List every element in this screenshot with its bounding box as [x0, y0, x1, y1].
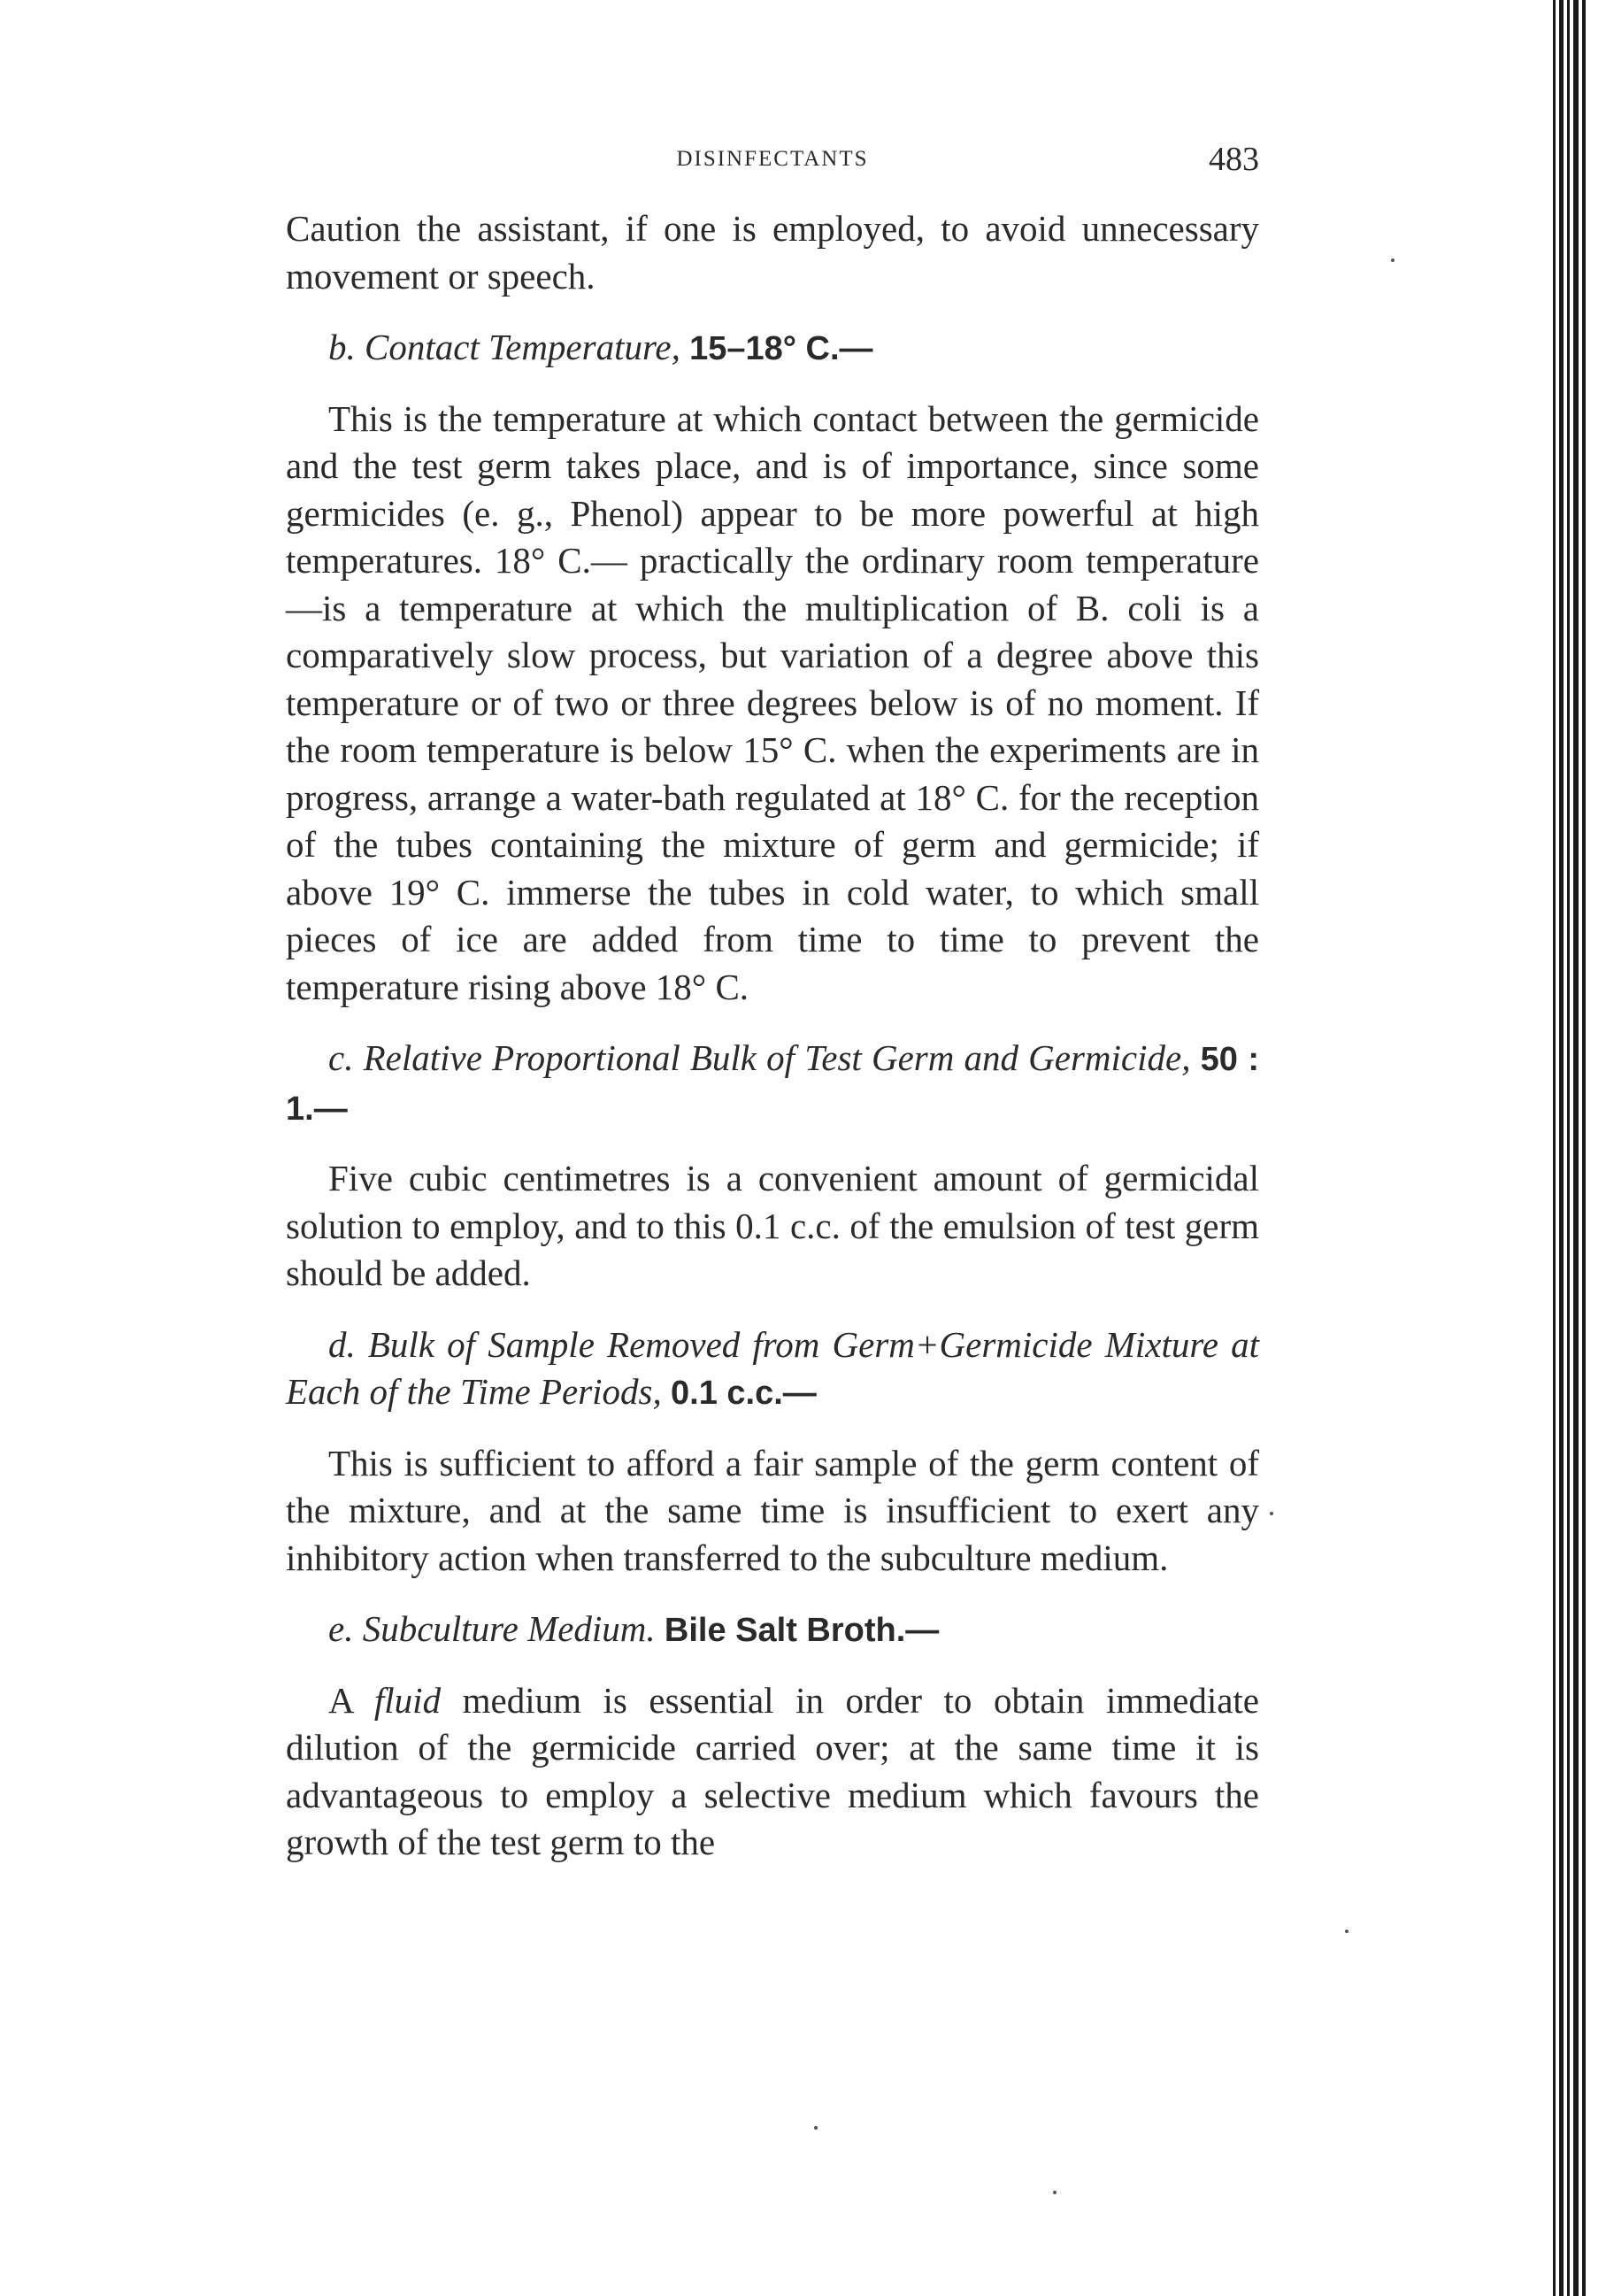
heading-sample-removed	[286, 1321, 1259, 1418]
heading-b-title: Contact Temperature,	[365, 327, 680, 367]
page-header	[286, 140, 1259, 184]
heading-b-value: 15–18° C.—	[689, 330, 873, 367]
book-binding-edge	[1553, 0, 1590, 2296]
heading-d-label: d.	[328, 1323, 356, 1365]
paragraph-caution	[286, 205, 1259, 300]
scan-speck	[1270, 1512, 1273, 1515]
heading-e-value: Bile Salt Broth.—	[664, 1612, 940, 1649]
paragraph-bulk	[286, 1155, 1259, 1298]
paragraph-temperature	[286, 396, 1259, 1012]
heading-d-title: Bulk of Sample Removed from Germ+Germicide Mixture at Each of the Time Periods,	[286, 1323, 1259, 1412]
paragraph-caution-text: Caution the assistant, if one is employed, to avoid unnecessary movement or speech.	[286, 208, 1259, 297]
paragraph-medium-emphasis: fluid	[373, 1679, 442, 1721]
heading-e-title: Subculture Medium.	[362, 1608, 656, 1649]
paragraph-sample-text: This is sufficient to afford a fair sample of the germ content of the mixture, and at the same time is insufficient to exert any inhibitory action when transferred to the subculture medium.	[286, 1442, 1259, 1578]
paragraph-temperature-text: This is the temperature at which contact between the germicide and the test germ takes place, and is of importance, since some germicides (e. g., Phenol) appear to be more powerful at high temperatures. 18° C.— practically the ordinary room temperature—is a temperature at which the multiplication of B. coli is a comparatively slow process, but variation of a degree above this temperature or of two or three degrees below is of no moment. If the room temperature is below 15° C. when the experiments are in progress, arrange a water-bath regulated at 18° C. for the reception of the tubes containing the mixture of germ and germicide; if above 19° C. immerse the tubes in cold water, to which small pieces of ice are added from time to time to prevent the temperature rising above 18° C.	[286, 397, 1259, 1007]
scan-speck	[814, 2126, 818, 2130]
page-number: 483	[1209, 141, 1259, 178]
heading-b-label: b.	[328, 327, 356, 367]
heading-d-value: 0.1 c.c.—	[671, 1375, 817, 1412]
heading-c-title: Relative Proportional Bulk of Test Germ and Germicide,	[363, 1037, 1191, 1078]
paragraph-medium	[286, 1677, 1259, 1867]
paragraph-bulk-text: Five cubic centimetres is a convenient amount of germicidal solution to employ, and to this 0.1 c.c. of the emulsion of test germ should be added.	[286, 1158, 1259, 1293]
heading-e-label: e.	[328, 1608, 354, 1649]
scan-speck	[1391, 258, 1395, 262]
heading-proportional-bulk	[286, 1035, 1259, 1133]
heading-subculture-medium	[286, 1606, 1259, 1655]
paragraph-medium-start: A	[328, 1679, 353, 1721]
paragraph-medium-rest: medium is essential in order to obtain immediate dilution of the germicide carried over; at the same time it is advantageous to employ a selective medium which favours the growth of the test germ to the	[286, 1679, 1260, 1862]
body-text	[286, 205, 1259, 1891]
running-head: DISINFECTANTS	[676, 147, 869, 171]
heading-c-value: 50 : 1.—	[286, 1041, 1260, 1128]
scan-speck	[1345, 1930, 1349, 1933]
scan-speck	[1053, 2191, 1057, 2194]
heading-contact-temperature	[286, 324, 1259, 374]
heading-c-label: c.	[328, 1037, 354, 1078]
paragraph-sample	[286, 1440, 1259, 1583]
